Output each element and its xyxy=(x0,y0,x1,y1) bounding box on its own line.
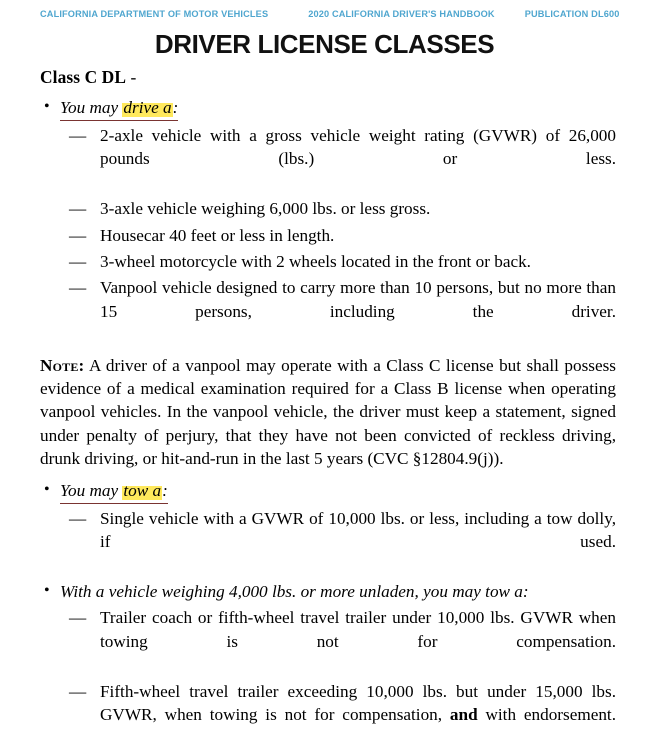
tow-lead-text xyxy=(60,479,168,504)
list-item-text: Housecar 40 feet or less in length. xyxy=(100,225,335,245)
bullet-you-may-drive xyxy=(40,96,616,121)
list-item-text-prefix: Fifth-wheel travel trailer exceeding 10,000 lbs. but under 15,000 lbs. GVWR, when towing is not for compensation, xyxy=(100,681,616,725)
dash-marker-icon: — xyxy=(69,608,86,628)
bullet-marker-icon: • xyxy=(44,582,50,600)
dash-marker-icon: — xyxy=(69,681,86,701)
list-item-text xyxy=(100,680,616,750)
page-title: DRIVER LICENSE CLASSES xyxy=(154,29,495,59)
list-item-text: Vanpool vehicle designed to carry more than 10 persons, but no more than 15 persons, including the driver. xyxy=(100,278,616,321)
dash-marker-icon: — xyxy=(69,252,86,272)
list-item-text: Single vehicle with a GVWR of 10,000 lbs. or less, including a tow dolly, if used. xyxy=(100,508,616,552)
header-agency: CALIFORNIA DEPARTMENT OF MOTOR VEHICLES xyxy=(40,9,269,19)
list-item xyxy=(40,606,616,676)
header-pub-number: PUBLICATION DL600 xyxy=(524,9,620,19)
running-header xyxy=(40,9,627,23)
section-heading xyxy=(40,66,616,90)
document-body xyxy=(40,66,616,753)
list-item xyxy=(40,224,616,247)
dash-marker-icon: — xyxy=(69,225,86,245)
dash-marker-icon: — xyxy=(69,508,86,528)
list-item-text: 2-axle vehicle with a gross vehicle weight rating (GVWR) of 26,000 pounds (lbs.) or less. xyxy=(100,126,616,169)
tow-lead-suffix: : xyxy=(162,480,168,500)
dash-marker-icon: — xyxy=(69,199,86,219)
note-text: A driver of a vanpool may operate with a Class C license but shall possess evidence of a medical examination required for a Class B license when operating vanpool vehicles. In the vanpool vehicle, the driver must keep a statement, signed under penalty of perjury, that they have not been convicted of reckless driving, drunk driving, or hit-and-run in the last 5 years (CVC §12804.9(j)). xyxy=(40,355,616,469)
tow-lead-prefix: You may xyxy=(60,480,123,500)
section-heading-dash: - xyxy=(126,67,137,87)
list-item xyxy=(40,507,616,577)
tow-lead-highlight: tow a xyxy=(123,480,162,500)
section-heading-label: Class C DL xyxy=(40,67,127,87)
bullet-marker-icon: • xyxy=(44,480,50,498)
bullet-you-may-tow xyxy=(40,479,616,504)
list-item xyxy=(40,124,616,194)
dash-marker-icon: — xyxy=(69,278,86,298)
drive-lead-text xyxy=(60,96,178,121)
drive-lead-suffix: : xyxy=(172,97,179,117)
list-item-text: 3-wheel motorcycle with 2 wheels located in the front or back. xyxy=(100,252,531,272)
list-item-text: 3-axle vehicle weighing 6,000 lbs. or less gross. xyxy=(100,199,431,219)
bullet-marker-icon: • xyxy=(44,97,50,115)
note-label: Note: xyxy=(40,355,85,375)
list-item xyxy=(40,197,616,220)
drive-lead-prefix: You may xyxy=(60,97,123,117)
list-item xyxy=(40,680,616,750)
list-item-text-suffix: with endorsement. xyxy=(477,705,616,725)
list-item-text: Trailer coach or fifth-wheel travel trailer under 10,000 lbs. GVWR when towing is not for compensation. xyxy=(100,608,616,651)
dash-marker-icon: — xyxy=(69,126,86,146)
header-publication: 2020 CALIFORNIA DRIVER'S HANDBOOK xyxy=(308,9,495,19)
note-paragraph xyxy=(40,354,616,471)
list-item-text-emphasis: and xyxy=(449,705,478,725)
list-item xyxy=(40,250,616,273)
bullet-unladen-tow xyxy=(40,580,616,603)
list-item xyxy=(40,276,616,346)
unladen-lead-text: With a vehicle weighing 4,000 lbs. or more unladen, you may tow a: xyxy=(60,582,529,602)
drive-lead-highlight: drive a xyxy=(123,97,172,117)
